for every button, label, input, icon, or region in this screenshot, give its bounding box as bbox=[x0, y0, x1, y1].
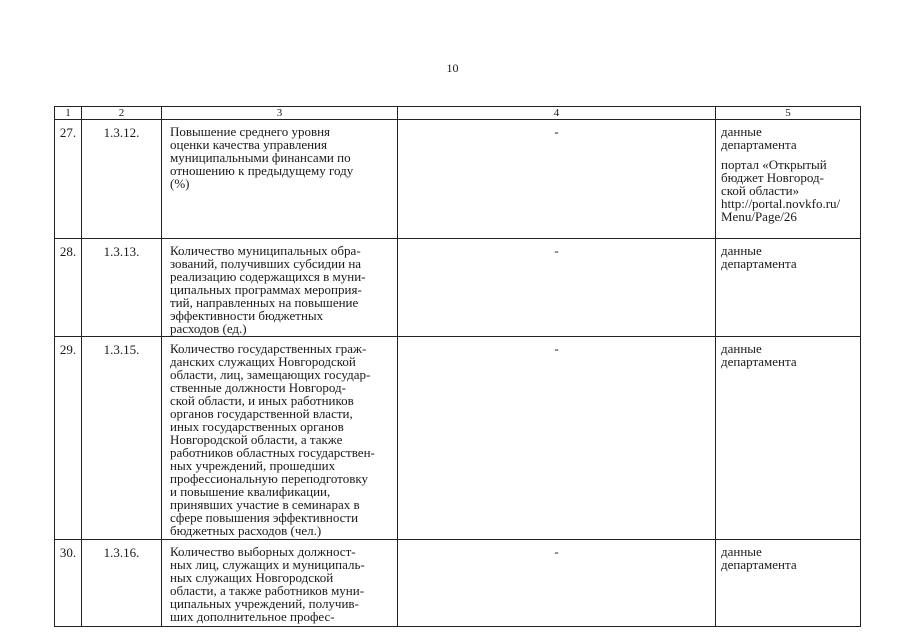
description-line: ных служащих Новгородской bbox=[170, 570, 334, 585]
row-number: 27. bbox=[55, 120, 82, 239]
table-row bbox=[55, 337, 861, 540]
description-line: Количество муниципальных обра- bbox=[170, 243, 361, 258]
indicator-description bbox=[162, 540, 398, 627]
description-line: Повышение среднего уровня bbox=[170, 124, 331, 139]
description-line: Количество выборных должност- bbox=[170, 544, 356, 559]
description-line: Новгородской области, а также bbox=[170, 432, 343, 447]
description-line: области, а также работников муни- bbox=[170, 583, 365, 598]
description-line: работников областных государствен- bbox=[170, 445, 375, 460]
page-number: 10 bbox=[446, 61, 459, 75]
indicator-description bbox=[162, 337, 398, 540]
description-line: ных лиц, служащих и муниципаль- bbox=[170, 557, 365, 572]
description-line: ской области, и иных работников bbox=[170, 393, 354, 408]
source-line: http://portal.novkfo.ru/ bbox=[721, 196, 841, 211]
indicator-description bbox=[162, 239, 398, 337]
description-line: ших дополнительное профес- bbox=[170, 609, 335, 624]
description-line: Количество государственных граж- bbox=[170, 341, 367, 356]
description-line: (%) bbox=[170, 176, 190, 191]
description-line: сфере повышения эффективности bbox=[170, 510, 359, 525]
source-line: ской области» bbox=[721, 183, 800, 198]
description-line: зований, получивших субсидии на bbox=[170, 256, 362, 271]
table-row bbox=[55, 239, 861, 337]
description-line: оценки качества управления bbox=[170, 137, 327, 152]
description-line: ципальных учреждений, получив- bbox=[170, 596, 359, 611]
header-cell-4: 4 bbox=[398, 107, 716, 120]
description-line: эффективности бюджетных bbox=[170, 308, 324, 323]
data-source bbox=[716, 337, 861, 540]
indicator-code: 1.3.12. bbox=[82, 120, 162, 239]
source-line: данные bbox=[721, 124, 762, 139]
source-paragraph bbox=[721, 125, 858, 151]
source-line: данные bbox=[721, 243, 762, 258]
description-line: муниципальными финансами по bbox=[170, 150, 351, 165]
indicator-value: - bbox=[398, 540, 716, 627]
header-cell-2: 2 bbox=[82, 107, 162, 120]
indicator-code: 1.3.15. bbox=[82, 337, 162, 540]
description-line: области, лиц, замещающих государ- bbox=[170, 367, 371, 382]
indicators-table bbox=[54, 106, 861, 627]
indicator-code: 1.3.13. bbox=[82, 239, 162, 337]
source-line: департамента bbox=[721, 557, 797, 572]
description-line: профессиональную переподготовку bbox=[170, 471, 368, 486]
indicator-description bbox=[162, 120, 398, 239]
table-row bbox=[55, 120, 861, 239]
data-source bbox=[716, 540, 861, 627]
source-line: Menu/Page/26 bbox=[721, 209, 797, 224]
header-cell-3: 3 bbox=[162, 107, 398, 120]
description-line: бюджетных расходов (чел.) bbox=[170, 523, 322, 538]
source-line: данные bbox=[721, 341, 762, 356]
description-line: тий, направленных на повышение bbox=[170, 295, 359, 310]
source-paragraph bbox=[721, 244, 858, 270]
source-paragraph bbox=[721, 158, 858, 223]
source-paragraph bbox=[721, 342, 858, 368]
source-line: департамента bbox=[721, 137, 797, 152]
data-source bbox=[716, 239, 861, 337]
header-cell-5: 5 bbox=[716, 107, 861, 120]
row-number: 29. bbox=[55, 337, 82, 540]
description-line: реализацию содержащихся в муни- bbox=[170, 269, 366, 284]
header-cell-1: 1 bbox=[55, 107, 82, 120]
source-line: департамента bbox=[721, 354, 797, 369]
description-line: ных учреждений, прошедших bbox=[170, 458, 336, 473]
indicator-code: 1.3.16. bbox=[82, 540, 162, 627]
source-line: бюджет Новгород- bbox=[721, 170, 824, 185]
description-line: отношению к предыдущему году bbox=[170, 163, 354, 178]
description-line: и повышение квалификации, bbox=[170, 484, 331, 499]
description-line: принявших участие в семинарах в bbox=[170, 497, 360, 512]
source-paragraph bbox=[721, 545, 858, 571]
source-line: департамента bbox=[721, 256, 797, 271]
table-row bbox=[55, 540, 861, 627]
description-line: данских служащих Новгородской bbox=[170, 354, 356, 369]
description-line: иных государственных органов bbox=[170, 419, 344, 434]
description-line: ципальных программах мероприя- bbox=[170, 282, 362, 297]
data-source bbox=[716, 120, 861, 239]
row-number: 28. bbox=[55, 239, 82, 337]
indicator-value: - bbox=[398, 120, 716, 239]
description-line: органов государственной власти, bbox=[170, 406, 353, 421]
description-line: ственные должности Новгород- bbox=[170, 380, 346, 395]
row-number: 30. bbox=[55, 540, 82, 627]
description-line: расходов (ед.) bbox=[170, 321, 247, 336]
indicator-value: - bbox=[398, 337, 716, 540]
source-line: данные bbox=[721, 544, 762, 559]
indicator-value: - bbox=[398, 239, 716, 337]
source-line: портал «Открытый bbox=[721, 157, 827, 172]
table-header-row bbox=[55, 107, 861, 120]
